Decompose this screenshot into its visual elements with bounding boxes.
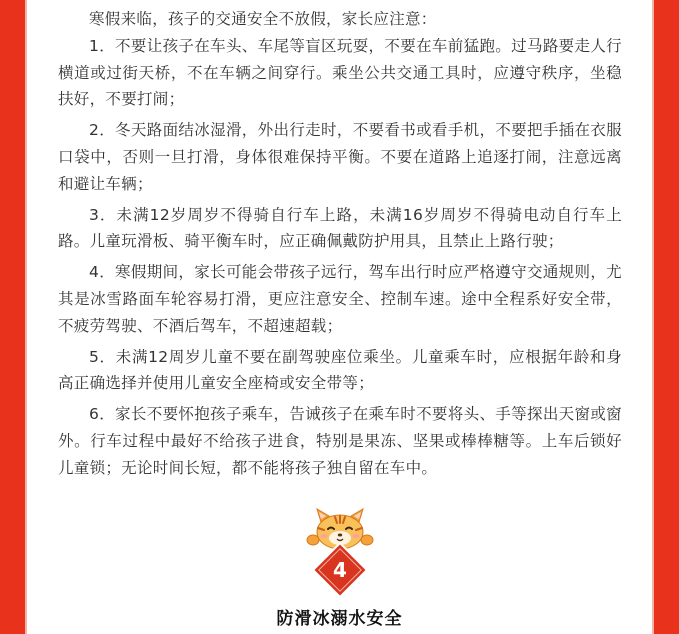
tip-item-3: 3．未满12岁周岁不得骑自行车上路，未满16岁周岁不得骑电动自行车上路。儿童玩滑板、骑平衡车时，应正确佩戴防护用具，且禁止上路行驶； (58, 205, 622, 251)
right-red-border (652, 0, 679, 634)
tip-item-1: 1．不要让孩子在车头、车尾等盲区玩耍，不要在车前猛跑。过马路要走人行横道或过街天桥，不在车辆之间穿行。乘坐公共交通工具时，应遵守秩序，坐稳扶好，不要打闹； (58, 36, 622, 109)
section-title: 防滑冰溺水安全 (276, 609, 403, 629)
article-intro: 寒假来临，孩子的交通安全不放假，家长应注意： (89, 10, 437, 28)
article-body (58, 6, 622, 486)
tiger-mascot-icon (300, 506, 380, 598)
left-red-border (0, 0, 27, 634)
tip-item-5: 5．未满12周岁儿童不要在副驾驶座位乘坐。儿童乘车时，应根据年龄和身高正确选择并使用儿童安全座椅或安全带等； (58, 347, 622, 393)
section-number: 4 (333, 558, 347, 582)
tip-item-4: 4．寒假期间，家长可能会带孩子远行，驾车出行时应严格遵守交通规则，尤其是冰雪路面车轮容易打滑，更应注意安全、控制车速。途中全程系好安全带，不疲劳驾驶、不酒后驾车，不超速超载； (58, 263, 622, 335)
tip-item-6: 6．家长不要怀抱孩子乘车，告诫孩子在乘车时不要将头、手等探出天窗或窗外。行车过程中最好不给孩子进食，特别是果冻、坚果或棒棒糖等。上车后锁好儿童锁；无论时间长短，都不能将孩子独自留在车中。 (58, 405, 622, 477)
section-badge (300, 506, 380, 598)
tip-item-2: 2．冬天路面结冰湿滑，外出行走时，不要看书或看手机，不要把手插在衣服口袋中，否则一旦打滑，身体很难保持平衡。不要在道路上追逐打闹，注意远离和避让车辆； (58, 121, 622, 193)
